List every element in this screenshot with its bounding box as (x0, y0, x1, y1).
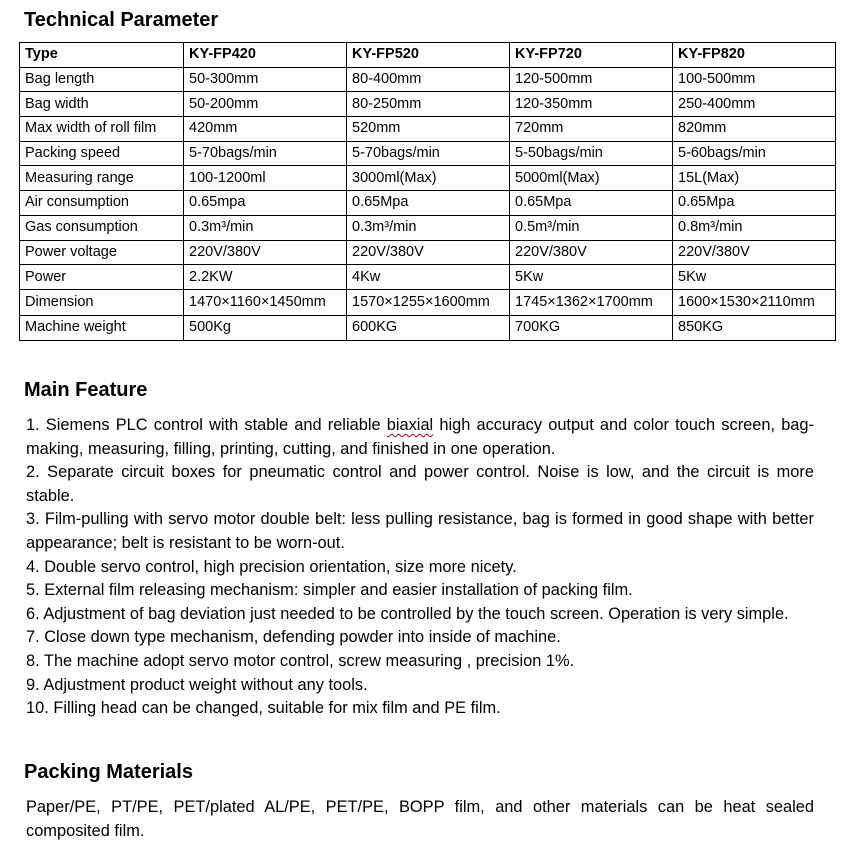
packing-materials-heading: Packing Materials (24, 761, 193, 783)
table-cell: 820mm (673, 117, 836, 142)
header-cell-type: Type (20, 43, 184, 68)
table-row (20, 240, 836, 265)
feature-item (26, 414, 814, 461)
table-row (20, 141, 836, 166)
table-cell: 5Kw (673, 265, 836, 290)
table-cell: 5-70bags/min (184, 141, 347, 166)
table-cell: 720mm (510, 117, 673, 142)
table-cell: 700KG (510, 315, 673, 340)
table-cell: 0.5m³/min (510, 215, 673, 240)
feature-item: 10. Filling head can be changed, suitable for mix film and PE film. (26, 699, 501, 718)
table-row (20, 289, 836, 315)
table-cell: 5-60bags/min (673, 141, 836, 166)
table-cell: 3000ml(Max) (347, 166, 510, 191)
table-row (20, 166, 836, 191)
row-label: Dimension (20, 289, 184, 315)
header-cell-ky-fp720: KY-FP720 (510, 43, 673, 68)
spellcheck-underlined-word: biaxial (386, 416, 434, 434)
table-row (20, 265, 836, 290)
feature-item-text: 1. Siemens PLC control with stable and reliable (26, 416, 387, 434)
table-cell: 220V/380V (510, 240, 673, 265)
table-cell: 850KG (673, 315, 836, 340)
packing-materials-section (26, 796, 814, 843)
table-cell: 120-500mm (510, 67, 673, 92)
table-cell: 0.3m³/min (347, 215, 510, 240)
table-cell: 80-400mm (347, 67, 510, 92)
table-row (20, 117, 836, 142)
table-cell: 5Kw (510, 265, 673, 290)
table-cell: 15L(Max) (673, 166, 836, 191)
table-cell: 50-300mm (184, 67, 347, 92)
table-cell: 100-500mm (673, 67, 836, 92)
table-cell: 5-50bags/min (510, 141, 673, 166)
header-cell-ky-fp520: KY-FP520 (347, 43, 510, 68)
feature-item: 8. The machine adopt servo motor control, screw measuring , precision 1%. (26, 651, 575, 670)
table-cell: 0.65Mpa (510, 191, 673, 216)
table-cell: 4Kw (347, 265, 510, 290)
row-label: Measuring range (20, 166, 184, 191)
table-cell: 1745×1362×1700mm (510, 289, 673, 315)
feature-item: 2. Separate circuit boxes for pneumatic control and power control. Noise is low, and the circuit is more stable. (26, 463, 814, 505)
technical-parameter-table (19, 42, 836, 341)
table-cell: 520mm (347, 117, 510, 142)
table-cell: 0.8m³/min (673, 215, 836, 240)
row-label: Bag width (20, 92, 184, 117)
row-label: Machine weight (20, 315, 184, 340)
table-cell: 0.65Mpa (673, 191, 836, 216)
table-cell: 220V/380V (184, 240, 347, 265)
table-header-row (20, 43, 836, 68)
packing-materials-text: Paper/PE, PT/PE, PET/plated AL/PE, PET/PE, BOPP film, and other materials can be heat sealed composited film. (26, 798, 814, 840)
row-label: Max width of roll film (20, 117, 184, 142)
feature-item: 6. Adjustment of bag deviation just needed to be controlled by the touch screen. Operation is very simple. (26, 604, 789, 623)
table-cell: 250-400mm (673, 92, 836, 117)
feature-list (26, 414, 814, 721)
feature-item: 7. Close down type mechanism, defending powder into inside of machine. (26, 628, 561, 647)
table-cell: 0.65mpa (184, 191, 347, 216)
table-cell: 420mm (184, 117, 347, 142)
feature-item: 5. External film releasing mechanism: simpler and easier installation of packing film. (26, 581, 633, 600)
row-label: Packing speed (20, 141, 184, 166)
main-feature-heading: Main Feature (24, 379, 148, 401)
row-label: Gas consumption (20, 215, 184, 240)
table-cell: 50-200mm (184, 92, 347, 117)
row-label: Power (20, 265, 184, 290)
header-cell-ky-fp420: KY-FP420 (184, 43, 347, 68)
table-row (20, 215, 836, 240)
row-label: Power voltage (20, 240, 184, 265)
feature-item-text: high accuracy output and color touch screen, bag-making, measuring, filling, printing, cutting, and finished in one operation. (26, 416, 814, 458)
technical-parameter-heading: Technical Parameter (24, 9, 219, 31)
table-cell: 120-350mm (510, 92, 673, 117)
row-label: Bag length (20, 67, 184, 92)
table-cell: 1600×1530×2110mm (673, 289, 836, 315)
table-cell: 220V/380V (347, 240, 510, 265)
feature-item: 4. Double servo control, high precision orientation, size more nicety. (26, 557, 517, 576)
table-cell: 220V/380V (673, 240, 836, 265)
table-row (20, 92, 836, 117)
table-cell: 2.2KW (184, 265, 347, 290)
feature-item: 9. Adjustment product weight without any tools. (26, 675, 368, 694)
table-row (20, 315, 836, 340)
table-cell: 0.3m³/min (184, 215, 347, 240)
table-cell: 1470×1160×1450mm (184, 289, 347, 315)
table-cell: 100-1200ml (184, 166, 347, 191)
feature-item: 3. Film-pulling with servo motor double belt: less pulling resistance, bag is formed in good shape with better appearance; belt is resistant to be worn-out. (26, 510, 814, 552)
header-cell-ky-fp820: KY-FP820 (673, 43, 836, 68)
table-cell: 5-70bags/min (347, 141, 510, 166)
table-cell: 80-250mm (347, 92, 510, 117)
table-cell: 5000ml(Max) (510, 166, 673, 191)
table-row (20, 191, 836, 216)
table-cell: 600KG (347, 315, 510, 340)
table-row (20, 67, 836, 92)
row-label: Air consumption (20, 191, 184, 216)
table-cell: 500Kg (184, 315, 347, 340)
table-cell: 0.65Mpa (347, 191, 510, 216)
table-cell: 1570×1255×1600mm (347, 289, 510, 315)
